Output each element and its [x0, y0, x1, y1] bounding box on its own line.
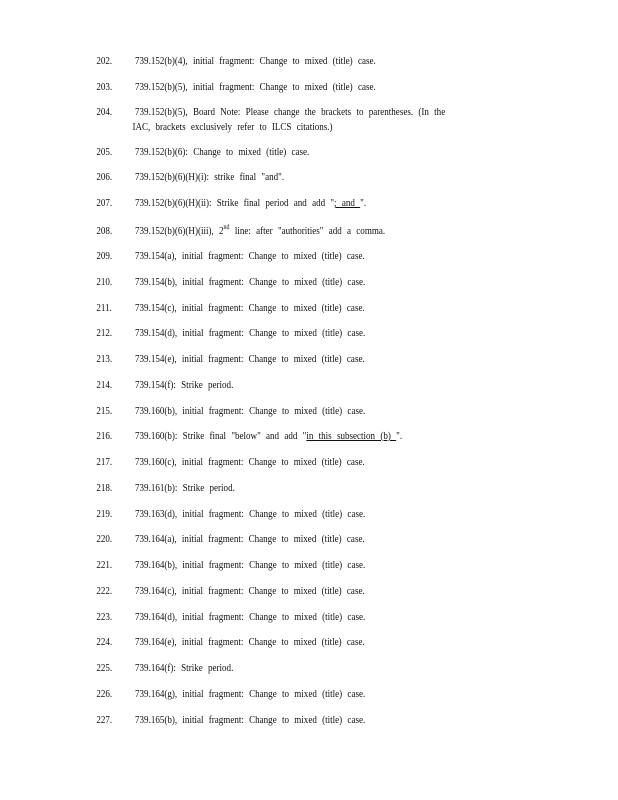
item-text	[135, 197, 366, 210]
item-number: 205.	[96, 147, 113, 158]
item-number: 225.	[96, 663, 113, 674]
item-text-after: line: after "authorities" add a comma.	[229, 226, 386, 237]
item-text: 739.154(f): Strike period.	[135, 380, 234, 391]
item-number: 206.	[96, 172, 113, 183]
item-number: 217.	[96, 457, 113, 468]
item-text-continuation: IAC, brackets exclusively refer to ILCS citations.)	[132, 122, 333, 133]
item-text-before: 739.152(b)(6)(H)(iii), 2	[135, 226, 224, 237]
item-text: 739.154(c), initial fragment: Change to mixed (title) case.	[135, 303, 365, 314]
item-number: 220.	[96, 534, 113, 545]
item-number: 203.	[96, 82, 113, 93]
item-text-before: 739.152(b)(6)(H)(ii): Strike final period and add "	[135, 198, 335, 209]
item-number: 216.	[96, 431, 113, 442]
item-number: 215.	[96, 406, 113, 417]
item-text: 739.154(a), initial fragment: Change to mixed (title) case.	[135, 251, 365, 262]
item-text: 739.165(b), initial fragment: Change to mixed (title) case.	[135, 715, 366, 726]
item-text: 739.152(b)(6)(H)(i): strike final "and".	[135, 172, 285, 183]
item-text: 739.154(d), initial fragment: Change to mixed (title) case.	[135, 328, 366, 339]
item-number: 207.	[96, 198, 113, 209]
item-text: 739.154(e), initial fragment: Change to mixed (title) case.	[135, 354, 365, 365]
item-text-before: 739.160(b): Strike final "below" and add "	[135, 431, 307, 442]
ordinal-superscript: nd	[223, 223, 230, 231]
item-text: 739.154(b), initial fragment: Change to mixed (title) case.	[135, 277, 366, 288]
item-text: 739.152(b)(5), initial fragment: Change to mixed (title) case.	[135, 82, 376, 93]
item-number: 226.	[96, 689, 113, 700]
item-text: 739.152(b)(4), initial fragment: Change to mixed (title) case.	[135, 56, 376, 67]
item-number: 211.	[96, 303, 112, 314]
item-text: 739.160(c), initial fragment: Change to mixed (title) case.	[135, 457, 365, 468]
item-number: 214.	[96, 380, 113, 391]
item-number: 212.	[96, 328, 113, 339]
item-number: 209.	[96, 251, 113, 262]
item-text: 739.164(e), initial fragment: Change to mixed (title) case.	[135, 637, 365, 648]
item-text: 739.152(b)(6): Change to mixed (title) case.	[135, 147, 310, 158]
item-number: 208.	[96, 226, 113, 237]
item-number: 204.	[96, 107, 113, 118]
item-number: 202.	[96, 56, 113, 67]
item-number: 210.	[96, 277, 113, 288]
item-text: 739.160(b), initial fragment: Change to mixed (title) case.	[135, 406, 366, 417]
item-number: 213.	[96, 354, 113, 365]
item-text: 739.164(a), initial fragment: Change to mixed (title) case.	[135, 534, 365, 545]
item-text: 739.163(d), initial fragment: Change to mixed (title) case.	[135, 509, 366, 520]
item-text: 739.164(c), initial fragment: Change to mixed (title) case.	[135, 586, 365, 597]
item-text	[135, 225, 385, 238]
item-text: 739.161(b): Strike period.	[135, 483, 235, 494]
item-number: 224.	[96, 637, 113, 648]
item-number: 219.	[96, 509, 113, 520]
item-text: 739.164(b), initial fragment: Change to mixed (title) case.	[135, 560, 366, 571]
item-text: 739.164(g), initial fragment: Change to mixed (title) case.	[135, 689, 366, 700]
item-number: 222.	[96, 586, 113, 597]
underlined-insertion: ; and	[334, 198, 361, 209]
item-text	[135, 430, 402, 443]
item-text: 739.164(d), initial fragment: Change to mixed (title) case.	[135, 612, 366, 623]
item-number: 218.	[96, 483, 113, 494]
item-text-after: ".	[360, 198, 367, 209]
item-text-after: ".	[396, 431, 403, 442]
underlined-insertion: in this subsection (b)	[306, 431, 397, 442]
item-text: 739.164(f): Strike period.	[135, 663, 234, 674]
item-text: 739.152(b)(5), Board Note: Please change the brackets to parentheses. (In the	[135, 107, 446, 118]
item-number: 227.	[96, 715, 113, 726]
item-number: 221.	[96, 560, 113, 571]
item-number: 223.	[96, 612, 113, 623]
